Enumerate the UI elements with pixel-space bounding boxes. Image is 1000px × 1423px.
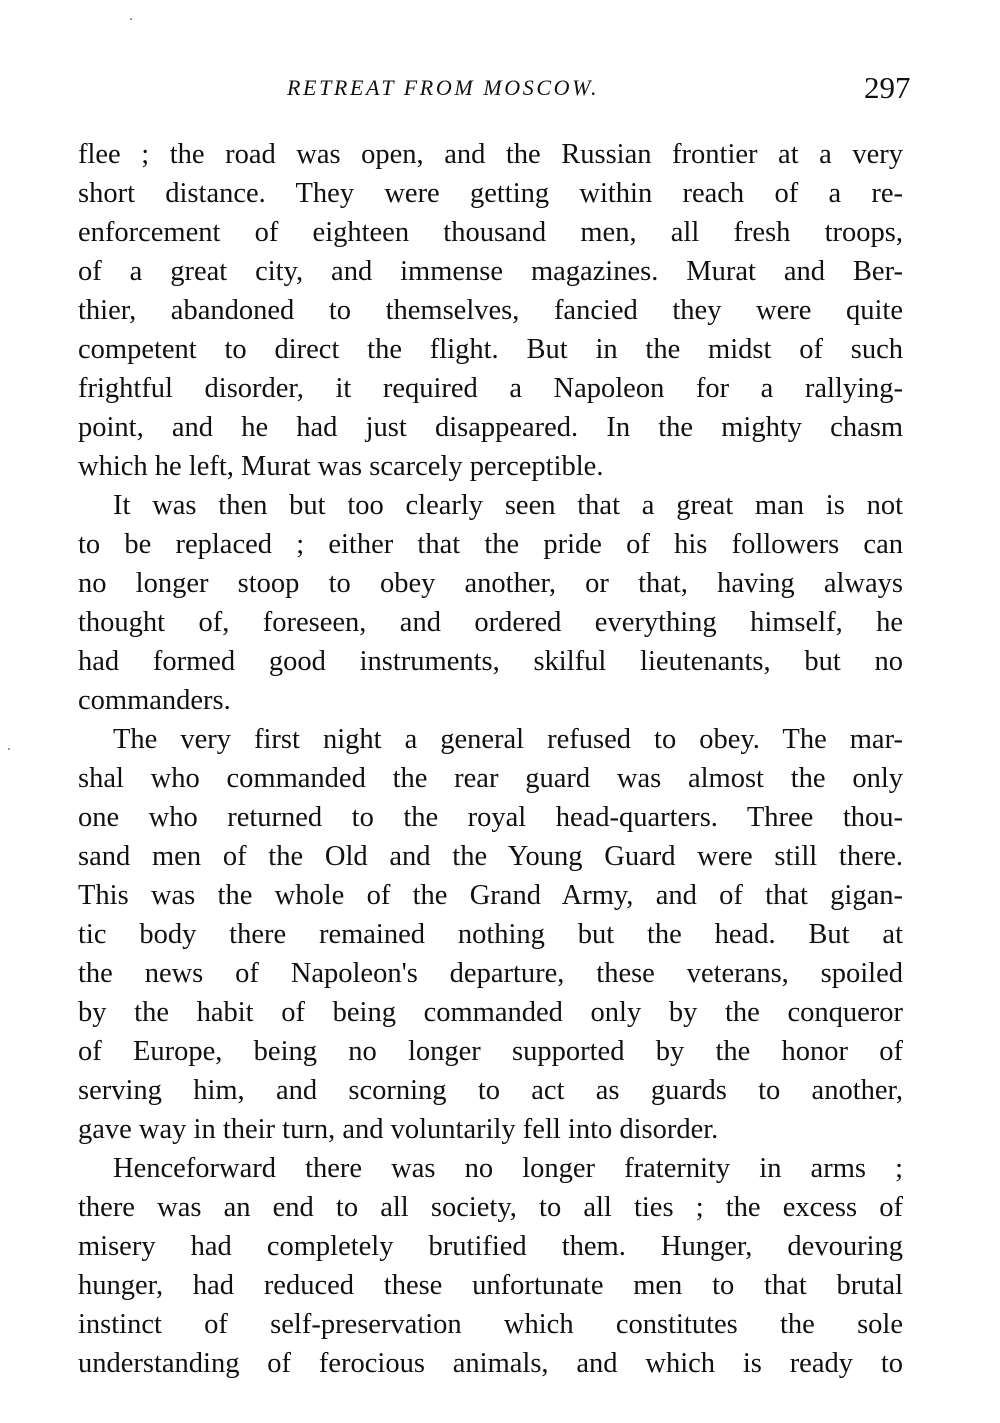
text-line: commanders. (78, 685, 231, 716)
text-line: competent to direct the flight. But in the midst of such (78, 334, 903, 365)
text-line: frightful disorder, it required a Napoleon for a rallying- (78, 373, 903, 404)
text-line: thought of, foreseen, and ordered everything himself, he (78, 607, 903, 638)
paragraph (78, 486, 903, 720)
paragraph (78, 720, 903, 1149)
paragraph (78, 1149, 903, 1383)
text-line: Henceforward there was no longer fraternity in arms ; (113, 1153, 903, 1184)
text-line: tic body there remained nothing but the head. But at (78, 919, 903, 950)
text-line: instinct of self-preservation which constitutes the sole (78, 1309, 903, 1340)
text-line: enforcement of eighteen thousand men, all fresh troops, (78, 217, 903, 248)
running-head-title: RETREAT FROM MOSCOW. (287, 75, 600, 100)
page-number: 297 (864, 70, 911, 105)
text-line: The very first night a general refused to obey. The mar- (113, 724, 903, 755)
text-line: shal who commanded the rear guard was almost the only (78, 763, 903, 794)
text-line: by the habit of being commanded only by the conqueror (78, 997, 903, 1028)
body-text (78, 135, 903, 1383)
text-line: It was then but too clearly seen that a great man is not (113, 490, 903, 521)
text-line: flee ; the road was open, and the Russian frontier at a very (78, 139, 903, 170)
text-line: of a great city, and immense magazines. Murat and Ber- (78, 256, 903, 287)
text-line: had formed good instruments, skilful lieutenants, but no (78, 646, 903, 677)
scan-speck (8, 748, 10, 750)
text-line: thier, abandoned to themselves, fancied they were quite (78, 295, 903, 326)
text-line: there was an end to all society, to all ties ; the excess of (78, 1192, 903, 1223)
text-line: understanding of ferocious animals, and which is ready to (78, 1348, 903, 1379)
text-line: to be replaced ; either that the pride of his followers can (78, 529, 903, 560)
text-line: misery had completely brutified them. Hunger, devouring (78, 1231, 903, 1262)
text-line: which he left, Murat was scarcely perceptible. (78, 451, 604, 482)
text-line: no longer stoop to obey another, or that, having always (78, 568, 903, 599)
text-line: serving him, and scorning to act as guards to another, (78, 1075, 903, 1106)
paragraph (78, 135, 903, 486)
text-line: This was the whole of the Grand Army, and of that gigan- (78, 880, 903, 911)
scan-speck (130, 18, 132, 20)
text-line: gave way in their turn, and voluntarily fell into disorder. (78, 1114, 719, 1145)
text-line: point, and he had just disappeared. In the mighty chasm (78, 412, 903, 443)
text-line: one who returned to the royal head-quarters. Three thou- (78, 802, 903, 833)
text-line: the news of Napoleon's departure, these veterans, spoiled (78, 958, 903, 989)
text-line: short distance. They were getting within reach of a re- (78, 178, 903, 209)
text-line: sand men of the Old and the Young Guard were still there. (78, 841, 903, 872)
text-line: hunger, had reduced these unfortunate men to that brutal (78, 1270, 903, 1301)
text-line: of Europe, being no longer supported by the honor of (78, 1036, 903, 1067)
